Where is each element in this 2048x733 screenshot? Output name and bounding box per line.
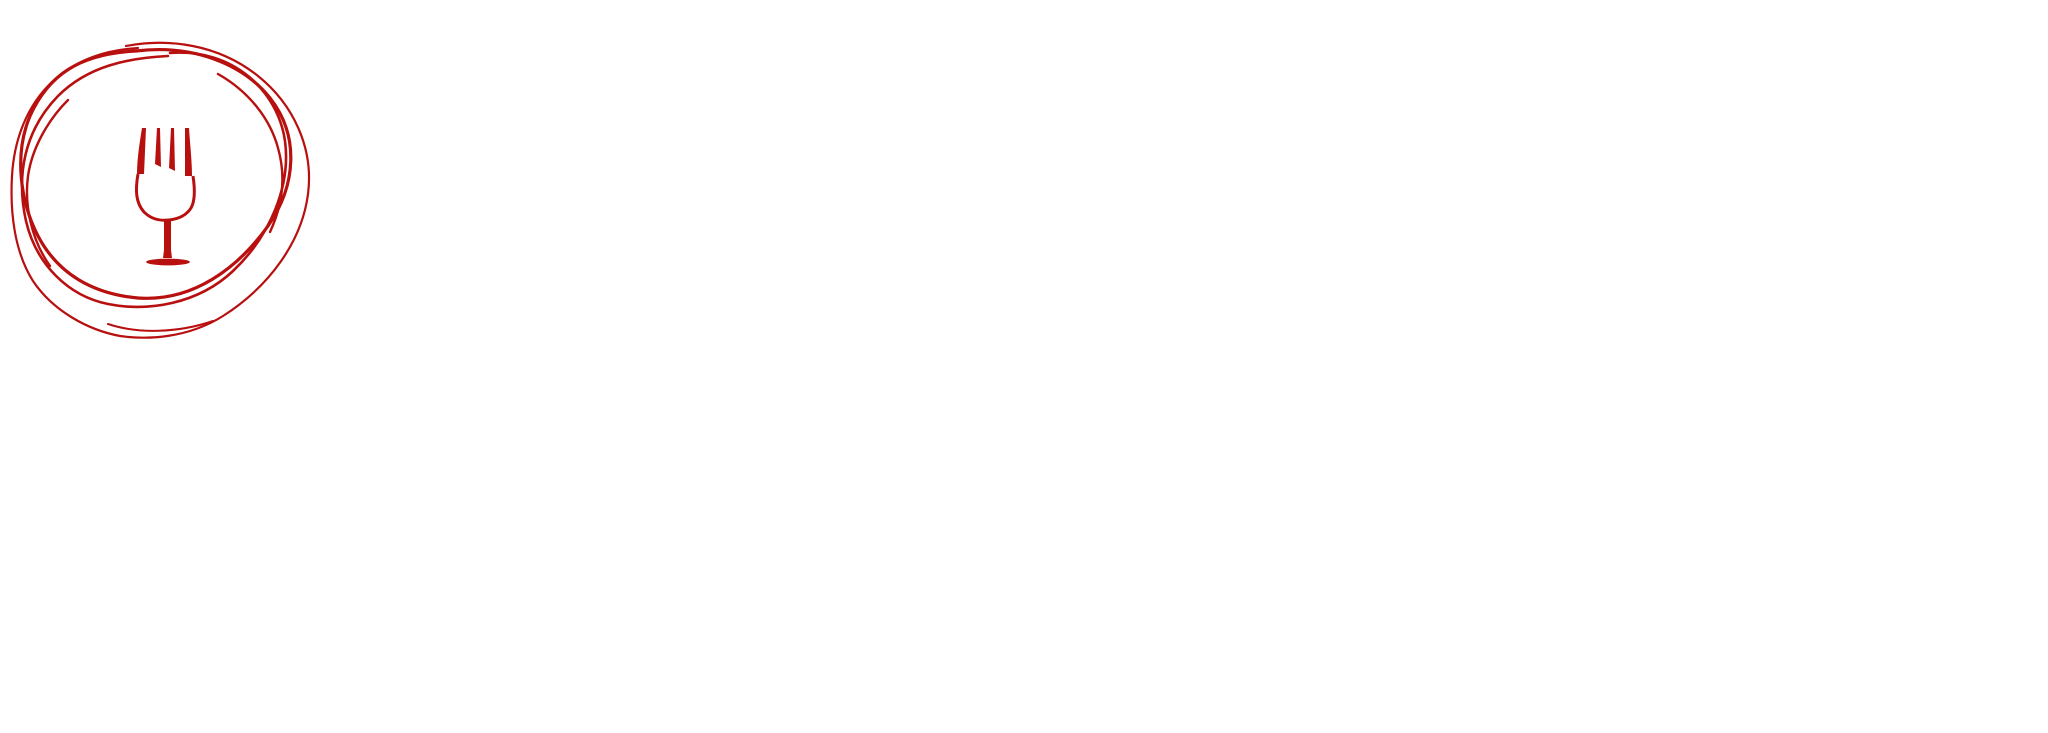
fork-wine-glass-emblem-icon: [8, 36, 318, 341]
home-logo-link[interactable]: [8, 36, 318, 341]
